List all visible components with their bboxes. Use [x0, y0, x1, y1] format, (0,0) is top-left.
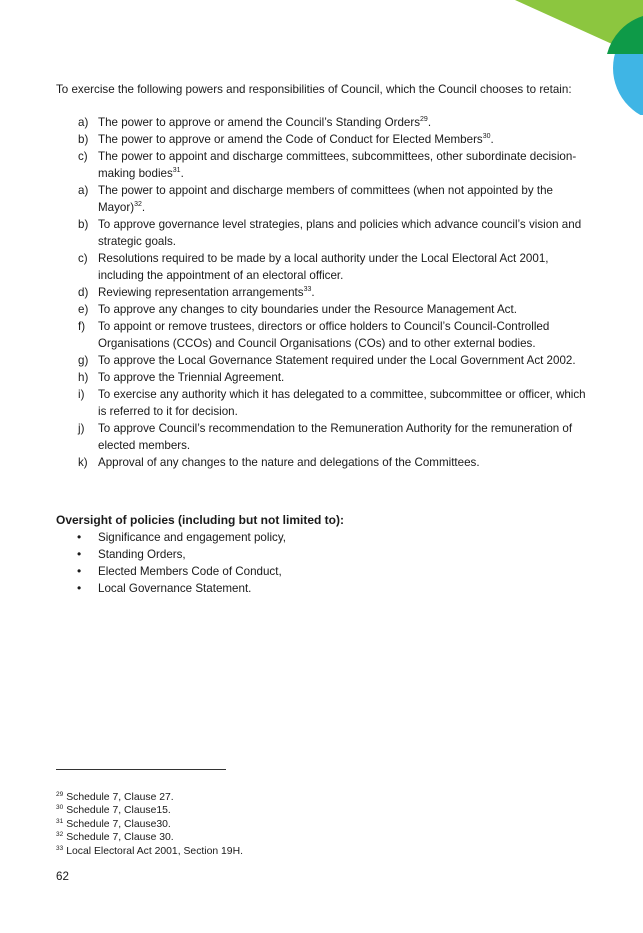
power-item-label: g) — [78, 354, 89, 367]
power-item-punctuation: . — [141, 201, 146, 214]
power-item-label: f) — [78, 320, 86, 333]
power-item-text: Approval of any changes to the nature and delegations of the Committees. — [98, 456, 480, 469]
footnote — [56, 845, 243, 858]
power-item-text: To approve the Triennial Agreement. — [98, 371, 285, 384]
power-item — [56, 216, 591, 250]
policy-item-text: Significance and engagement policy, — [98, 531, 286, 544]
footnote-text: Schedule 7, Clause15. — [66, 805, 171, 817]
power-item — [56, 369, 591, 386]
power-item-text: The power to approve or amend the Code of Conduct for Elected Members — [98, 133, 483, 146]
footnote-reference: 31 — [172, 167, 181, 174]
power-item-text: To approve governance level strategies, plans and policies which advance council’s vision and strategic goals. — [98, 218, 582, 248]
power-item — [56, 454, 591, 471]
policy-item — [56, 546, 591, 563]
bullet-icon: • — [77, 530, 82, 544]
footnote — [56, 818, 243, 831]
footnote-text: Schedule 7, Clause 30. — [66, 832, 174, 844]
power-item-text: To approve Council’s recommendation to the Remuneration Authority for the remuneration of elected members. — [98, 422, 573, 452]
power-item-label: c) — [78, 150, 88, 163]
power-item — [56, 386, 591, 420]
power-item-punctuation: . — [311, 286, 315, 299]
power-item-label: j) — [78, 422, 85, 435]
policy-item-text: Elected Members Code of Conduct, — [98, 565, 282, 578]
power-item-label: d) — [78, 286, 89, 299]
power-item-text: To approve any changes to city boundaries under the Resource Management Act. — [98, 303, 517, 316]
power-item-label: i) — [78, 388, 85, 401]
footnote-number: 30 — [56, 804, 64, 812]
power-item-label: e) — [78, 303, 89, 316]
power-item-label: a) — [78, 184, 89, 197]
power-item — [56, 420, 591, 454]
power-item-text: Reviewing representation arrangements — [98, 286, 304, 299]
intro-paragraph: To exercise the following powers and responsibilities of Council, which the Council chooses to retain: — [56, 83, 572, 96]
power-item — [56, 352, 591, 369]
footnotes — [56, 791, 243, 858]
main-content — [56, 81, 591, 597]
power-item — [56, 148, 591, 182]
power-item-punctuation: . — [490, 133, 494, 146]
footnote-number: 29 — [56, 791, 64, 798]
footnote — [56, 831, 243, 844]
footnote-number: 33 — [56, 844, 64, 852]
power-item-text: The power to appoint and discharge committees, subcommittees, other subordinate decision-making bodies — [98, 150, 577, 180]
footnote-text: Local Electoral Act 2001, Section 19H. — [66, 845, 243, 857]
footnote-text: Schedule 7, Clause30. — [66, 818, 171, 830]
policy-item — [56, 580, 591, 597]
power-item-label: k) — [78, 456, 88, 469]
power-item-label: b) — [78, 218, 89, 231]
power-item — [56, 182, 591, 216]
power-item-punctuation: . — [427, 116, 432, 129]
bullet-icon: • — [77, 564, 82, 578]
power-item-text: The power to appoint and discharge members of committees (when not appointed by the Mayor) — [98, 184, 553, 214]
power-item-text: Resolutions required to be made by a local authority under the Local Electoral Act 2001, including the appointment of an electoral officer. — [98, 252, 549, 282]
power-item — [56, 318, 591, 352]
power-item — [56, 284, 591, 301]
footnote-reference: 33 — [303, 286, 312, 293]
powers-list — [56, 114, 591, 471]
power-item — [56, 250, 591, 284]
footnote-text: Schedule 7, Clause 27. — [66, 792, 174, 803]
power-item-text: The power to approve or amend the Council’s Standing Orders — [98, 116, 421, 129]
power-item-text: To exercise any authority which it has delegated to a committee, subcommittee or officer, which is referred to it for decision. — [98, 388, 586, 418]
footnote — [56, 804, 243, 817]
policy-item — [56, 563, 591, 580]
page-number: 62 — [56, 870, 69, 883]
power-item — [56, 131, 591, 148]
policy-item-text: Standing Orders, — [98, 548, 186, 561]
footnote-number: 32 — [56, 831, 64, 839]
footnote-reference: 30 — [482, 133, 491, 140]
footnote-reference: 29 — [420, 116, 428, 123]
power-item — [56, 301, 591, 318]
footnote-reference: 32 — [134, 201, 142, 208]
footnote-divider — [56, 769, 226, 770]
power-item-label: b) — [78, 133, 89, 146]
policy-item — [56, 529, 591, 546]
bullet-icon: • — [77, 547, 82, 561]
power-item-label: a) — [78, 116, 89, 129]
oversight-heading: Oversight of policies (including but not limited to): — [56, 513, 344, 527]
power-item-label: c) — [78, 252, 88, 265]
policies-list — [56, 529, 591, 597]
footnote — [56, 791, 243, 804]
bullet-icon: • — [77, 581, 82, 595]
power-item-label: h) — [78, 371, 89, 384]
footnote-number: 31 — [56, 817, 64, 825]
power-item-text: To appoint or remove trustees, directors or office holders to Council’s Council-Controlled Organisations (CCOs) and Council Organisations (COs) and to other external bodies. — [98, 320, 550, 350]
policy-item-text: Local Governance Statement. — [98, 582, 252, 595]
power-item-text: To approve the Local Governance Statement required under the Local Government Act 2002. — [98, 354, 576, 367]
power-item — [56, 114, 591, 131]
power-item-punctuation: . — [180, 167, 184, 180]
